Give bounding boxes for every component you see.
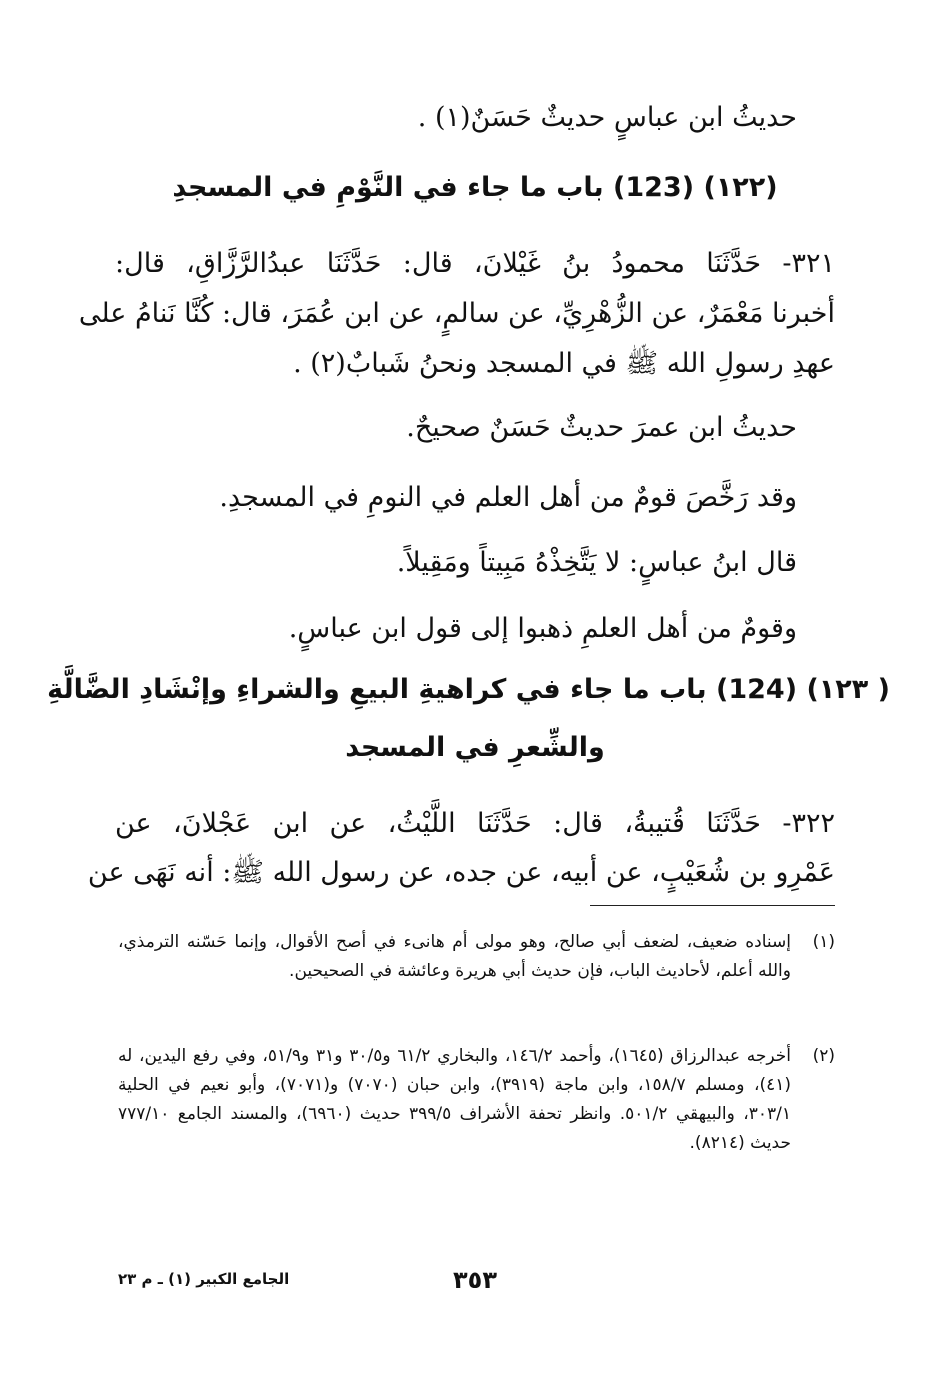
page-number: ٣٥٣ — [453, 1266, 497, 1294]
footnote-text: إسناده ضعيف، لضعف أبي صالح، وهو مولى أم هانىء في أصح الأقوال، وإنما حَسّنه الترمذي، والله أعلم، لأحاديث الباب، فإن حديث أبي هريرة وعائشة في الصحيحين. — [118, 932, 791, 981]
grading-line: حديثُ ابن عمرَ حديثٌ حَسَنٌ صحيحٌ. — [406, 412, 797, 443]
footnote-divider — [590, 905, 835, 906]
text-line-1: حديثُ ابن عباسٍ حديثٌ حَسَنٌ(١) . — [417, 102, 797, 133]
footnote-number: (٢) — [812, 1046, 835, 1066]
commentary-line-2: قال ابنُ عباسٍ: لا يَتَّخِذْهُ مَبِيتاً ومَقِيلاً. — [396, 547, 797, 578]
hadith-321-line-1: ٣٢١- حَدَّثَنَا محمودُ بنُ غَيْلانَ، قال: حَدَّثَنَا عبدُالرَّزَّاقِ، قال: — [115, 248, 835, 279]
signature-mark: الجامع الكبير (١) ـ م ٢٣ — [118, 1270, 290, 1288]
commentary-line-1: وقد رَخَّصَ قومٌ من أهل العلم في النومِ في المسجدِ. — [219, 482, 797, 513]
commentary-line-3: وقومٌ من أهل العلمِ ذهبوا إلى قول ابن عباسٍ. — [288, 613, 797, 644]
hadith-321-line-2: أخبرنا مَعْمَرٌ، عن الزُّهْرِيِّ، عن سالمٍ، عن ابن عُمَرَ، قال: كُنَّا نَنامُ على — [78, 298, 835, 329]
hadith-322-line-2: عَمْرِو بن شُعَيْبٍ، عن أبيه، عن جده، عن رسول الله ﷺ: أنه نَهَى عن — [87, 857, 835, 888]
footnote-text: أخرجه عبدالرزاق (١٦٤٥)، وأحمد ١٤٦/٢، والبخاري ٦١/٢ و٣٠/٥ و٣١ و٥١/٩، وفي رفع اليدين، له (٤١)، ومسلم ١٥٨/٧، وابن ماجة (٣٩١٩)، وابن حبان (٧٠٧٠) و(٧٠٧١)، وأبو نعيم في الحلية ٣٠٣/١، والبيهقي ٥٠١/٢. وانظر تحفة الأشراف ٣٩٩/٥ حديث (٦٩٦٠)، والمسند الجامع ٧٧٧/١٠ حديث (٨٢١٤). — [118, 1046, 792, 1153]
footnote-1 — [118, 928, 835, 986]
chapter-heading-123-line-1: ( ١٢٣) (124) باب ما جاء في كراهيةِ البيعِ والشراءِ وإنْشَادِ الضَّالَّةِ — [47, 674, 890, 705]
hadith-321-line-3: عهدِ رسولِ الله ﷺ في المسجد ونحنُ شَبابٌ(٢) . — [293, 348, 835, 379]
hadith-322-line-1: ٣٢٢- حَدَّثَنَا قُتيبةُ، قال: حَدَّثَنَا اللَّيْثُ، عن ابن عَجْلانَ، عن — [115, 808, 835, 839]
footnote-2 — [118, 1042, 835, 1158]
footnote-number: (١) — [812, 932, 835, 952]
chapter-heading-123-line-2: والشِّعرِ في المسجد — [345, 732, 605, 763]
chapter-heading-122: (١٢٢) (123) باب ما جاء في النَّوْمِ في المسجدِ — [172, 172, 778, 203]
